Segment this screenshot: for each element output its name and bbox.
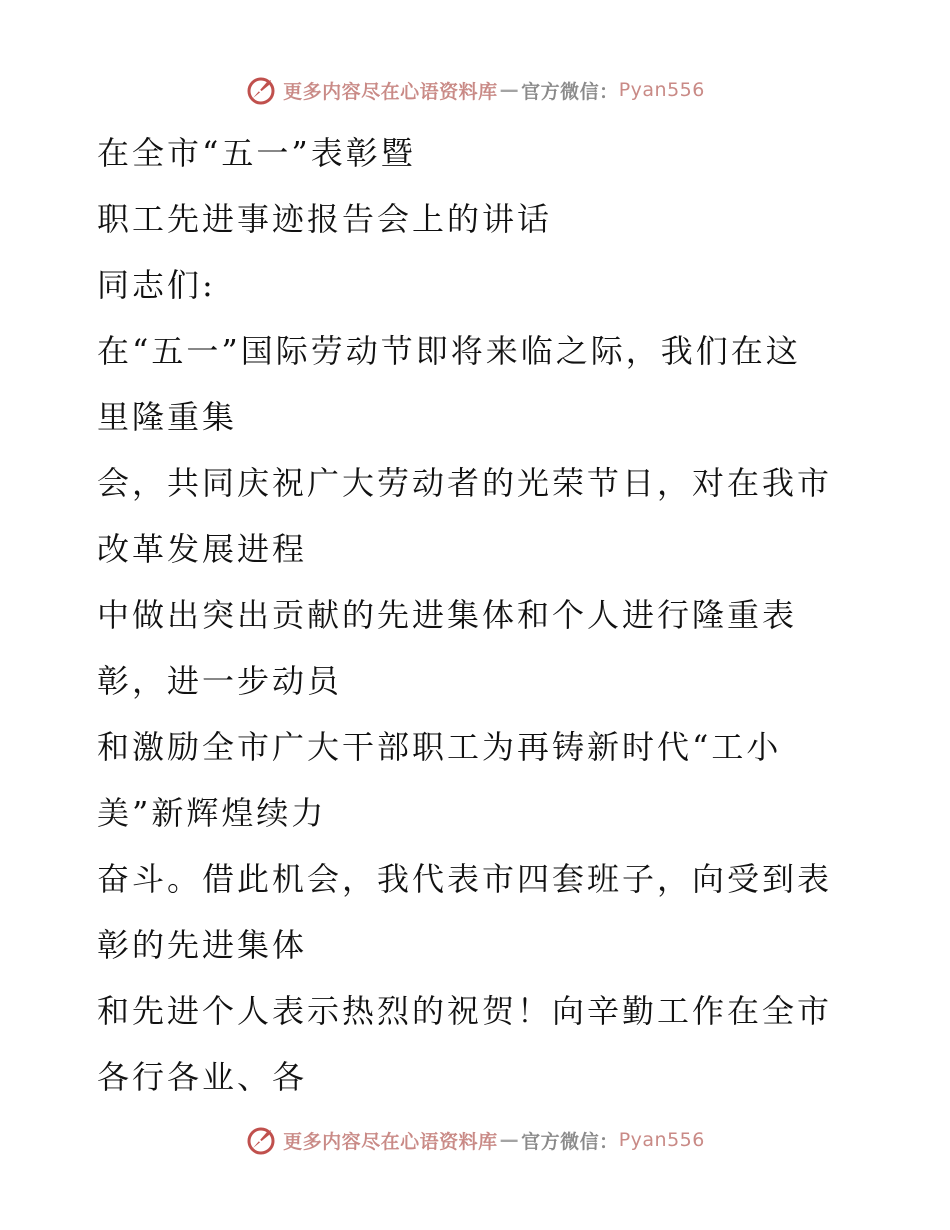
banner-separator: — <box>499 1129 520 1151</box>
body-line: 改革发展进程 <box>97 530 308 568</box>
body-line: 和激励全市广大干部职工为再铸新时代“工小 <box>97 728 782 766</box>
title-line-2: 职工先进事迹报告会上的讲话 <box>97 200 553 238</box>
body-line: 和先进个人表示热烈的祝贺！向辛勤工作在全市 <box>97 992 833 1030</box>
banner-wechat-id: Pyan556 <box>618 1129 705 1151</box>
watermark-banner-top <box>0 70 950 110</box>
banner-wechat-label: 官方微信： <box>521 1130 619 1153</box>
document-body <box>97 120 837 1110</box>
body-line: 美”新辉煌续力 <box>97 794 327 832</box>
banner-slogan: 更多内容尽在心语资料库 <box>283 80 498 103</box>
title-line-1: 在全市“五一”表彰暨 <box>97 134 416 172</box>
body-line: 奋斗。借此机会，我代表市四套班子，向受到表 <box>97 860 833 898</box>
body-line: 各行各业、各 <box>97 1058 308 1096</box>
body-line: 在“五一”国际劳动节即将来临之际，我们在这 <box>97 332 801 370</box>
banner-separator: — <box>499 79 520 101</box>
body-line: 彰的先进集体 <box>97 926 308 964</box>
banner-wechat-id: Pyan556 <box>618 79 705 101</box>
body-line: 里隆重集 <box>97 398 238 436</box>
banner-wechat-label: 官方微信： <box>521 80 619 103</box>
body-line: 会，共同庆祝广大劳动者的光荣节日，对在我市 <box>97 464 833 502</box>
banner-slogan: 更多内容尽在心语资料库 <box>283 1130 498 1153</box>
salutation: 同志们: <box>97 266 216 304</box>
watermark-banner-bottom <box>0 1120 950 1160</box>
body-line: 彰，进一步动员 <box>97 662 343 700</box>
quill-logo-icon <box>245 74 277 106</box>
quill-logo-icon <box>245 1124 277 1156</box>
body-line: 中做出突出贡献的先进集体和个人进行隆重表 <box>97 596 798 634</box>
